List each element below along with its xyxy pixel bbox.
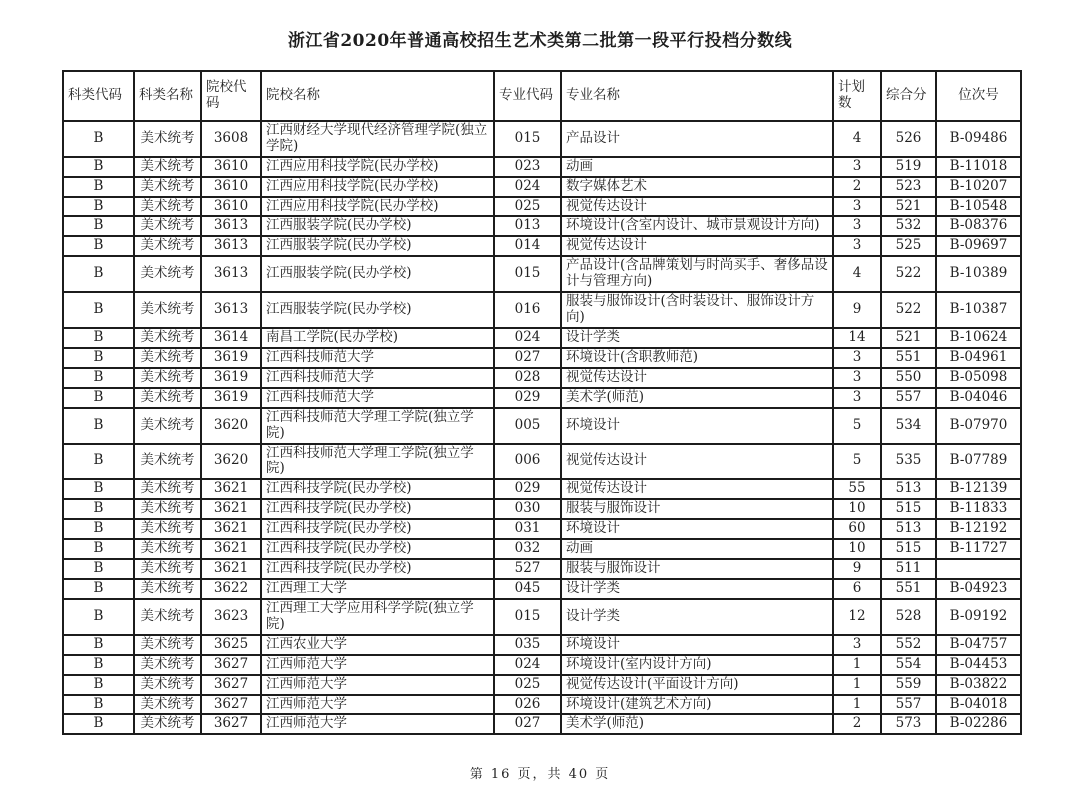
cell-subject-name: 美术统考 (134, 499, 201, 519)
cell-major-name: 动画 (561, 157, 833, 177)
cell-composite-score: 511 (881, 559, 936, 579)
cell-plan-count: 3 (833, 388, 881, 408)
cell-rank-number: B-11833 (936, 499, 1021, 519)
cell-composite-score: 557 (881, 388, 936, 408)
cell-plan-count: 3 (833, 197, 881, 217)
cell-college-code: 3621 (201, 499, 261, 519)
cell-college-name: 江西理工大学应用科学学院(独立学院) (261, 599, 494, 635)
cell-rank-number: B-04046 (936, 388, 1021, 408)
table-row (63, 444, 1021, 480)
cell-subject-name: 美术统考 (134, 121, 201, 157)
cell-rank-number: B-04018 (936, 695, 1021, 715)
table-row (63, 695, 1021, 715)
cell-rank-number: B-09192 (936, 599, 1021, 635)
cell-college-name: 江西科技学院(民办学校) (261, 499, 494, 519)
cell-major-code: 026 (494, 695, 561, 715)
cell-plan-count: 4 (833, 256, 881, 292)
cell-college-name: 江西应用科技学院(民办学校) (261, 177, 494, 197)
cell-rank-number: B-09697 (936, 236, 1021, 256)
cell-subject-name: 美术统考 (134, 348, 201, 368)
cell-major-code: 024 (494, 177, 561, 197)
cell-college-name: 江西科技师范大学 (261, 348, 494, 368)
cell-college-code: 3610 (201, 177, 261, 197)
cell-college-code: 3623 (201, 599, 261, 635)
cell-rank-number: B-04923 (936, 579, 1021, 599)
table-header (63, 71, 1021, 121)
cell-plan-count: 2 (833, 177, 881, 197)
table-row (63, 121, 1021, 157)
cell-composite-score: 513 (881, 519, 936, 539)
cell-subject-code: B (63, 368, 134, 388)
table-row (63, 479, 1021, 499)
cell-major-code: 027 (494, 348, 561, 368)
cell-composite-score: 554 (881, 655, 936, 675)
cell-college-code: 3610 (201, 157, 261, 177)
cell-subject-code: B (63, 216, 134, 236)
table-row (63, 559, 1021, 579)
cell-rank-number: B-09486 (936, 121, 1021, 157)
cell-college-code: 3613 (201, 256, 261, 292)
cell-subject-code: B (63, 157, 134, 177)
cell-major-name: 视觉传达设计(平面设计方向) (561, 675, 833, 695)
cell-college-code: 3627 (201, 695, 261, 715)
header-composite-score: 综合分 (881, 71, 936, 121)
cell-college-code: 3608 (201, 121, 261, 157)
cell-college-code: 3613 (201, 292, 261, 328)
cell-rank-number: B-10387 (936, 292, 1021, 328)
cell-subject-name: 美术统考 (134, 655, 201, 675)
cell-college-name: 南昌工学院(民办学校) (261, 328, 494, 348)
cell-rank-number: B-02286 (936, 714, 1021, 734)
cell-rank-number: B-04961 (936, 348, 1021, 368)
table-row (63, 197, 1021, 217)
cell-plan-count: 3 (833, 157, 881, 177)
cell-rank-number: B-10207 (936, 177, 1021, 197)
cell-college-name: 江西科技学院(民办学校) (261, 519, 494, 539)
cell-college-name: 江西科技学院(民办学校) (261, 479, 494, 499)
cell-plan-count: 2 (833, 714, 881, 734)
cell-major-name: 视觉传达设计 (561, 444, 833, 480)
cell-major-name: 美术学(师范) (561, 388, 833, 408)
cell-rank-number (936, 559, 1021, 579)
cell-composite-score: 534 (881, 408, 936, 444)
cell-major-name: 环境设计(含室内设计、城市景观设计方向) (561, 216, 833, 236)
cell-subject-name: 美术统考 (134, 292, 201, 328)
cell-major-code: 024 (494, 655, 561, 675)
cell-major-code: 029 (494, 388, 561, 408)
page-footer: 第 16 页，共 40 页 (469, 767, 611, 783)
cell-plan-count: 10 (833, 539, 881, 559)
cell-subject-name: 美术统考 (134, 579, 201, 599)
cell-college-name: 江西师范大学 (261, 655, 494, 675)
cell-college-code: 3625 (201, 635, 261, 655)
cell-college-name: 江西服装学院(民办学校) (261, 216, 494, 236)
cell-college-name: 江西理工大学 (261, 579, 494, 599)
cell-subject-code: B (63, 121, 134, 157)
cell-major-name: 环境设计(室内设计方向) (561, 655, 833, 675)
cell-subject-code: B (63, 292, 134, 328)
cell-college-name: 江西财经大学现代经济管理学院(独立学院) (261, 121, 494, 157)
cell-college-name: 江西科技师范大学理工学院(独立学院) (261, 408, 494, 444)
cell-composite-score: 551 (881, 579, 936, 599)
cell-college-code: 3613 (201, 216, 261, 236)
cell-composite-score: 552 (881, 635, 936, 655)
cell-composite-score: 513 (881, 479, 936, 499)
header-plan-count: 计划数 (833, 71, 881, 121)
cell-college-name: 江西师范大学 (261, 675, 494, 695)
cell-composite-score: 521 (881, 197, 936, 217)
table-row (63, 177, 1021, 197)
table-row (63, 579, 1021, 599)
cell-major-name: 视觉传达设计 (561, 197, 833, 217)
cell-composite-score: 515 (881, 499, 936, 519)
cell-plan-count: 14 (833, 328, 881, 348)
cell-composite-score: 522 (881, 292, 936, 328)
cell-subject-code: B (63, 444, 134, 480)
table-body (63, 121, 1021, 735)
cell-composite-score: 550 (881, 368, 936, 388)
cell-plan-count: 1 (833, 675, 881, 695)
cell-major-name: 产品设计 (561, 121, 833, 157)
cell-subject-code: B (63, 236, 134, 256)
cell-college-name: 江西农业大学 (261, 635, 494, 655)
cell-major-code: 015 (494, 121, 561, 157)
cell-college-name: 江西科技师范大学 (261, 368, 494, 388)
cell-college-name: 江西科技学院(民办学校) (261, 559, 494, 579)
cell-composite-score: 535 (881, 444, 936, 480)
cell-subject-name: 美术统考 (134, 197, 201, 217)
cell-major-code: 025 (494, 197, 561, 217)
cell-subject-code: B (63, 388, 134, 408)
cell-subject-code: B (63, 695, 134, 715)
cell-college-code: 3621 (201, 479, 261, 499)
cell-rank-number: B-04757 (936, 635, 1021, 655)
cell-major-code: 015 (494, 599, 561, 635)
cell-college-code: 3619 (201, 348, 261, 368)
cell-college-code: 3619 (201, 388, 261, 408)
cell-subject-code: B (63, 559, 134, 579)
cell-major-name: 环境设计 (561, 635, 833, 655)
cell-college-name: 江西科技学院(民办学校) (261, 539, 494, 559)
cell-subject-name: 美术统考 (134, 539, 201, 559)
cell-major-code: 031 (494, 519, 561, 539)
cell-subject-code: B (63, 539, 134, 559)
cell-subject-code: B (63, 579, 134, 599)
cell-rank-number: B-10389 (936, 256, 1021, 292)
table-row (63, 368, 1021, 388)
cell-college-code: 3614 (201, 328, 261, 348)
header-subject-code: 科类代码 (63, 71, 134, 121)
cell-college-name: 江西应用科技学院(民办学校) (261, 197, 494, 217)
cell-college-code: 3621 (201, 539, 261, 559)
cell-composite-score: 525 (881, 236, 936, 256)
cell-major-code: 025 (494, 675, 561, 695)
cell-plan-count: 3 (833, 236, 881, 256)
cell-major-code: 005 (494, 408, 561, 444)
cell-college-code: 3627 (201, 675, 261, 695)
cell-college-name: 江西科技师范大学理工学院(独立学院) (261, 444, 494, 480)
cell-composite-score: 526 (881, 121, 936, 157)
cell-major-name: 服装与服饰设计 (561, 559, 833, 579)
cell-composite-score: 521 (881, 328, 936, 348)
cell-major-code: 030 (494, 499, 561, 519)
cell-subject-name: 美术统考 (134, 599, 201, 635)
cell-major-code: 014 (494, 236, 561, 256)
cell-subject-name: 美术统考 (134, 177, 201, 197)
cell-subject-name: 美术统考 (134, 714, 201, 734)
table-row (63, 348, 1021, 368)
cell-major-code: 527 (494, 559, 561, 579)
cell-rank-number: B-11018 (936, 157, 1021, 177)
header-major-code: 专业代码 (494, 71, 561, 121)
cell-composite-score: 519 (881, 157, 936, 177)
cell-rank-number: B-08376 (936, 216, 1021, 236)
cell-major-name: 服装与服饰设计(含时装设计、服饰设计方向) (561, 292, 833, 328)
cell-subject-code: B (63, 177, 134, 197)
cell-plan-count: 55 (833, 479, 881, 499)
cell-major-code: 028 (494, 368, 561, 388)
cell-major-code: 029 (494, 479, 561, 499)
cell-subject-code: B (63, 655, 134, 675)
cell-subject-code: B (63, 519, 134, 539)
cell-plan-count: 3 (833, 635, 881, 655)
table-row (63, 499, 1021, 519)
cell-composite-score: 522 (881, 256, 936, 292)
cell-rank-number: B-05098 (936, 368, 1021, 388)
cell-subject-code: B (63, 599, 134, 635)
cell-major-name: 美术学(师范) (561, 714, 833, 734)
cell-major-name: 设计学类 (561, 579, 833, 599)
header-major-name: 专业名称 (561, 71, 833, 121)
cell-plan-count: 3 (833, 368, 881, 388)
cell-subject-code: B (63, 675, 134, 695)
cell-subject-name: 美术统考 (134, 388, 201, 408)
cell-plan-count: 1 (833, 695, 881, 715)
cell-subject-code: B (63, 408, 134, 444)
cell-major-code: 015 (494, 256, 561, 292)
cell-rank-number: B-03822 (936, 675, 1021, 695)
table-row (63, 408, 1021, 444)
cell-college-code: 3627 (201, 655, 261, 675)
cell-subject-code: B (63, 499, 134, 519)
table-row (63, 599, 1021, 635)
cell-major-code: 035 (494, 635, 561, 655)
cell-subject-name: 美术统考 (134, 444, 201, 480)
cell-plan-count: 9 (833, 559, 881, 579)
cell-subject-name: 美术统考 (134, 635, 201, 655)
cell-major-name: 环境设计 (561, 408, 833, 444)
cell-subject-name: 美术统考 (134, 157, 201, 177)
table-row (63, 236, 1021, 256)
cell-plan-count: 3 (833, 348, 881, 368)
cell-college-code: 3610 (201, 197, 261, 217)
table-row (63, 157, 1021, 177)
cell-college-code: 3619 (201, 368, 261, 388)
cell-major-name: 环境设计 (561, 519, 833, 539)
cell-plan-count: 5 (833, 444, 881, 480)
cell-subject-code: B (63, 328, 134, 348)
cell-college-name: 江西服装学院(民办学校) (261, 256, 494, 292)
admission-score-table (62, 70, 1022, 735)
cell-subject-code: B (63, 256, 134, 292)
cell-college-code: 3627 (201, 714, 261, 734)
cell-college-name: 江西科技师范大学 (261, 388, 494, 408)
table-row (63, 292, 1021, 328)
cell-rank-number: B-07789 (936, 444, 1021, 480)
cell-subject-name: 美术统考 (134, 256, 201, 292)
cell-subject-name: 美术统考 (134, 328, 201, 348)
document-page (0, 26, 1080, 790)
cell-rank-number: B-12192 (936, 519, 1021, 539)
header-row (63, 71, 1021, 121)
cell-college-code: 3620 (201, 444, 261, 480)
cell-major-name: 设计学类 (561, 599, 833, 635)
cell-major-code: 027 (494, 714, 561, 734)
cell-rank-number: B-11727 (936, 539, 1021, 559)
cell-subject-name: 美术统考 (134, 408, 201, 444)
table-row (63, 655, 1021, 675)
cell-rank-number: B-04453 (936, 655, 1021, 675)
cell-composite-score: 528 (881, 599, 936, 635)
cell-college-code: 3620 (201, 408, 261, 444)
cell-subject-name: 美术统考 (134, 695, 201, 715)
cell-plan-count: 60 (833, 519, 881, 539)
header-rank-number: 位次号 (936, 71, 1021, 121)
table-row (63, 388, 1021, 408)
cell-college-code: 3613 (201, 236, 261, 256)
table-row (63, 635, 1021, 655)
cell-major-name: 设计学类 (561, 328, 833, 348)
cell-rank-number: B-07970 (936, 408, 1021, 444)
cell-college-name: 江西师范大学 (261, 695, 494, 715)
cell-college-name: 江西应用科技学院(民办学校) (261, 157, 494, 177)
cell-subject-code: B (63, 635, 134, 655)
cell-major-name: 环境设计(含职教师范) (561, 348, 833, 368)
cell-college-name: 江西师范大学 (261, 714, 494, 734)
cell-subject-name: 美术统考 (134, 368, 201, 388)
cell-major-code: 045 (494, 579, 561, 599)
cell-major-code: 006 (494, 444, 561, 480)
cell-plan-count: 4 (833, 121, 881, 157)
cell-major-code: 024 (494, 328, 561, 348)
cell-composite-score: 559 (881, 675, 936, 695)
cell-major-code: 023 (494, 157, 561, 177)
cell-major-name: 服装与服饰设计 (561, 499, 833, 519)
cell-college-code: 3621 (201, 559, 261, 579)
cell-rank-number: B-10548 (936, 197, 1021, 217)
cell-college-name: 江西服装学院(民办学校) (261, 292, 494, 328)
cell-subject-code: B (63, 348, 134, 368)
table-row (63, 256, 1021, 292)
cell-composite-score: 551 (881, 348, 936, 368)
cell-rank-number: B-10624 (936, 328, 1021, 348)
cell-subject-name: 美术统考 (134, 479, 201, 499)
cell-subject-name: 美术统考 (134, 216, 201, 236)
cell-subject-name: 美术统考 (134, 519, 201, 539)
header-college-code: 院校代码 (201, 71, 261, 121)
cell-subject-code: B (63, 197, 134, 217)
cell-composite-score: 532 (881, 216, 936, 236)
cell-subject-name: 美术统考 (134, 675, 201, 695)
cell-major-name: 动画 (561, 539, 833, 559)
cell-plan-count: 1 (833, 655, 881, 675)
table-row (63, 714, 1021, 734)
cell-subject-name: 美术统考 (134, 559, 201, 579)
table-row (63, 328, 1021, 348)
cell-subject-name: 美术统考 (134, 236, 201, 256)
cell-major-code: 013 (494, 216, 561, 236)
cell-plan-count: 6 (833, 579, 881, 599)
page-title: 浙江省2020年普通高校招生艺术类第二批第一段平行投档分数线 (287, 31, 793, 51)
cell-major-name: 环境设计(建筑艺术方向) (561, 695, 833, 715)
cell-college-name: 江西服装学院(民办学校) (261, 236, 494, 256)
cell-major-name: 视觉传达设计 (561, 368, 833, 388)
cell-plan-count: 12 (833, 599, 881, 635)
header-subject-name: 科类名称 (134, 71, 201, 121)
table-row (63, 216, 1021, 236)
cell-plan-count: 5 (833, 408, 881, 444)
table-row (63, 539, 1021, 559)
cell-major-name: 视觉传达设计 (561, 236, 833, 256)
cell-composite-score: 515 (881, 539, 936, 559)
cell-major-code: 032 (494, 539, 561, 559)
cell-plan-count: 3 (833, 216, 881, 236)
cell-composite-score: 523 (881, 177, 936, 197)
cell-plan-count: 10 (833, 499, 881, 519)
cell-rank-number: B-12139 (936, 479, 1021, 499)
cell-subject-code: B (63, 479, 134, 499)
table-row (63, 519, 1021, 539)
cell-major-name: 数字媒体艺术 (561, 177, 833, 197)
cell-subject-code: B (63, 714, 134, 734)
cell-major-name: 产品设计(含品牌策划与时尚买手、奢侈品设计与管理方向) (561, 256, 833, 292)
cell-college-code: 3622 (201, 579, 261, 599)
table-row (63, 675, 1021, 695)
cell-college-code: 3621 (201, 519, 261, 539)
cell-composite-score: 557 (881, 695, 936, 715)
cell-major-code: 016 (494, 292, 561, 328)
cell-plan-count: 9 (833, 292, 881, 328)
cell-composite-score: 573 (881, 714, 936, 734)
cell-major-name: 视觉传达设计 (561, 479, 833, 499)
header-college-name: 院校名称 (261, 71, 494, 121)
